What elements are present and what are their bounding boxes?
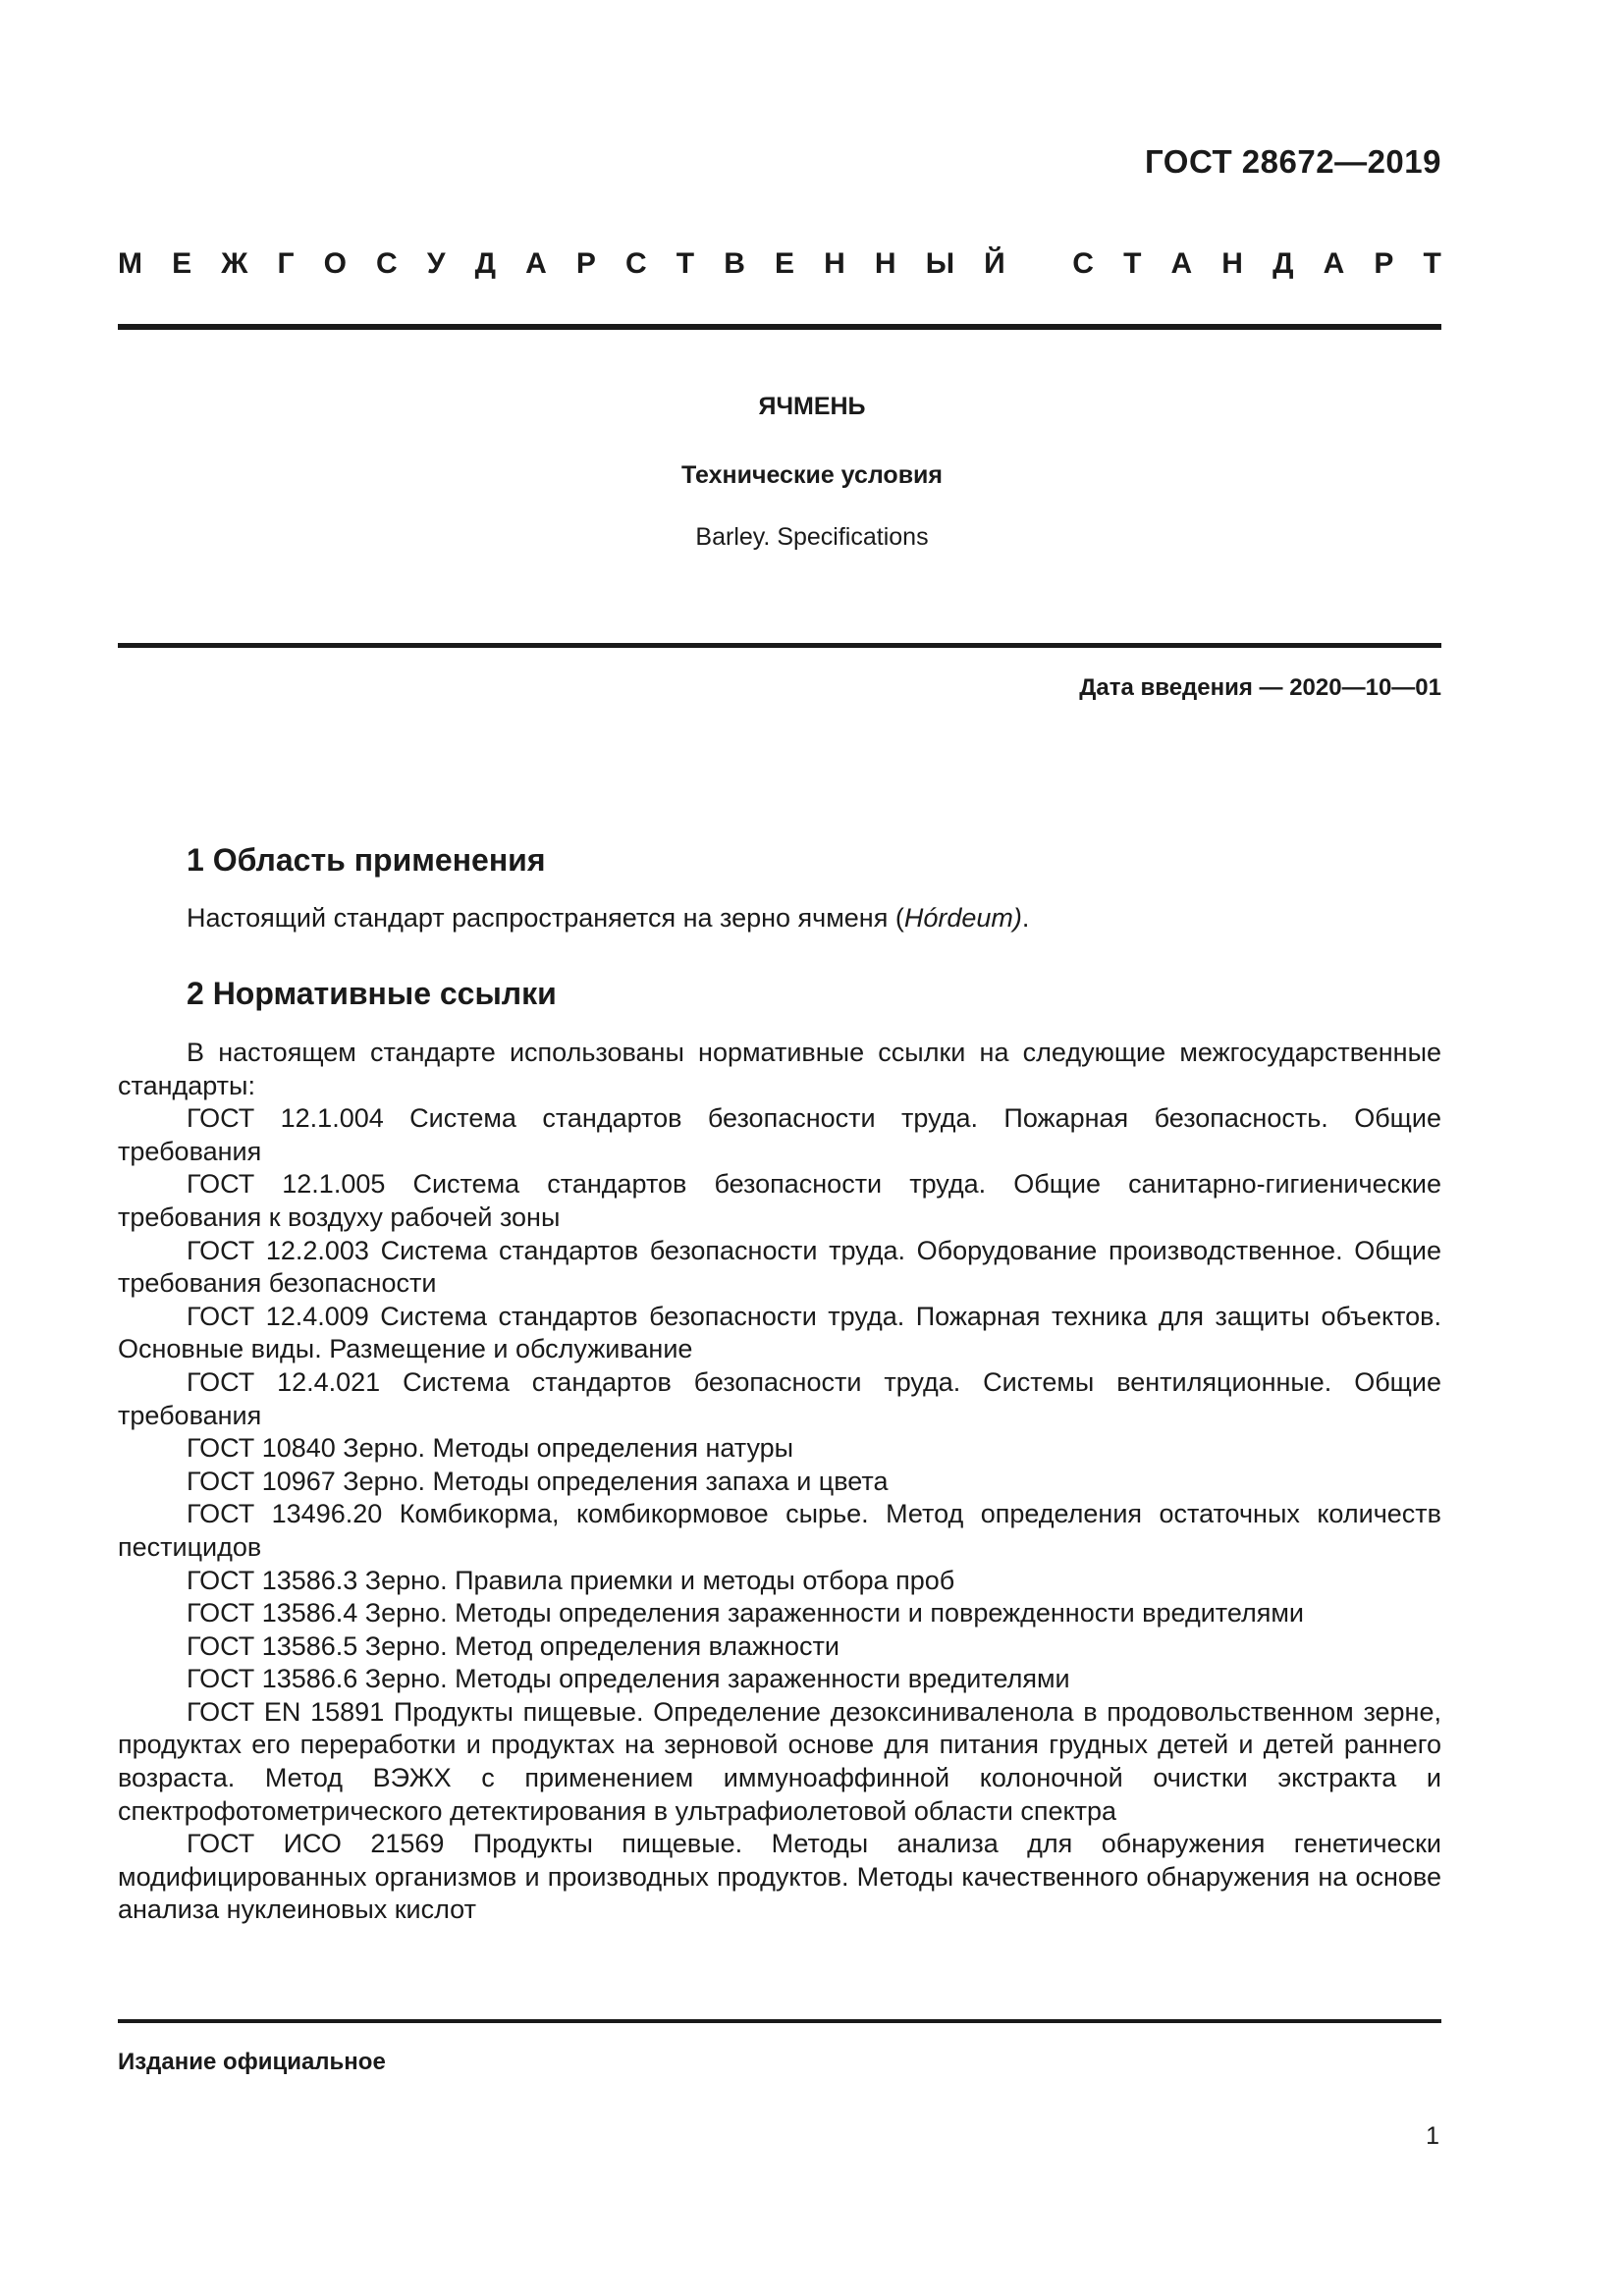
standard-type-letter: А (1170, 247, 1193, 280)
standard-type-letter: Р (575, 247, 596, 280)
scope-text-after: . (1021, 903, 1030, 933)
standard-type-letter: Д (474, 247, 496, 280)
standard-type-letter: Г (277, 247, 295, 280)
reference-item: ГОСТ 10840 Зерно. Методы определения натуры (187, 1433, 794, 1464)
standard-type-letter: У (426, 247, 446, 280)
reference-item: ГОСТ 12.4.021 Система стандартов безопасности труда. Системы вентиляционные. Общие требования (118, 1366, 1441, 1430)
standard-type-letter: Ы (925, 247, 955, 280)
standard-type-letter: Т (1123, 247, 1142, 280)
reference-item: ГОСТ 13586.5 Зерно. Метод определения влажности (187, 1630, 839, 1661)
standard-type-letter: Ж (221, 247, 248, 280)
reference-item: ГОСТ 12.2.003 Система стандартов безопасности труда. Оборудование производственное. Общие требования безопасности (118, 1235, 1441, 1299)
standard-type-letter: С (625, 247, 647, 280)
references-intro: В настоящем стандарте использованы нормативные ссылки на следующие межгосударственные стандарты: (118, 1038, 1441, 1100)
standard-type-letter: Е (775, 247, 795, 280)
reference-item: ГОСТ EN 15891 Продукты пищевые. Определение дезоксиниваленола в продовольственном зерне, продуктах его переработки и продуктах на зерновой основе для питания грудных детей и детей раннего возраста. Метод ВЭЖХ с применением иммуноаффинной колоночной очистки экстракта и спектрофотометрического детектирования в ультрафиолетовой области спектра (118, 1696, 1441, 1826)
document-title-english: Barley. Specifications (695, 523, 929, 551)
document-number: ГОСТ 28672—2019 (1145, 143, 1441, 180)
standard-type-letter: А (525, 247, 547, 280)
standard-type-letter: Н (874, 247, 896, 280)
standard-type-letter: Т (1423, 247, 1441, 280)
reference-item: ГОСТ 12.4.009 Система стандартов безопасности труда. Пожарная техника для защиты объектов. Основные виды. Размещение и обслуживание (118, 1301, 1441, 1364)
reference-item: ГОСТ 12.1.004 Система стандартов безопасности труда. Пожарная безопасность. Общие требования (118, 1103, 1441, 1166)
scope-paragraph (118, 902, 1441, 935)
header-divider (118, 324, 1441, 330)
standard-type-letter: С (1072, 247, 1094, 280)
standard-type-letter: Й (984, 247, 1005, 280)
standard-type-letter (1035, 247, 1043, 281)
document-subtitle: Технические условия (680, 461, 944, 489)
standard-type-heading (118, 247, 1441, 281)
standard-type-letter: Р (1374, 247, 1394, 280)
reference-item: ГОСТ 13586.3 Зерно. Правила приемки и методы отбора проб (187, 1565, 955, 1595)
section-heading-scope: 1 Область применения (187, 842, 546, 878)
title-divider (118, 643, 1441, 648)
document-title: ЯЧМЕНЬ (758, 393, 866, 420)
standard-type-letter: М (118, 247, 142, 280)
standard-type-letter: Д (1272, 247, 1294, 280)
reference-item: ГОСТ 10967 Зерно. Методы определения запаха и цвета (187, 1466, 889, 1496)
reference-item: ГОСТ 13586.4 Зерно. Методы определения зараженности и поврежденности вредителями (187, 1598, 1304, 1629)
introduction-date: Дата введения — 2020—10—01 (1079, 674, 1441, 701)
references-list (118, 1037, 1441, 1927)
reference-item: ГОСТ 13496.20 Комбикорма, комбикормовое сырье. Метод определения остаточных количеств пестицидов (118, 1499, 1441, 1562)
scope-latin-name: Hórdeum) (903, 903, 1022, 933)
standard-type-letter: Н (1221, 247, 1243, 280)
standard-type-letter: О (323, 247, 347, 280)
standard-type-letter: С (376, 247, 398, 280)
standard-type-letter: В (724, 247, 745, 280)
footer-divider (118, 2019, 1441, 2023)
reference-item: ГОСТ ИСО 21569 Продукты пищевые. Методы анализа для обнаружения генетически модифицированных организмов и производных продуктов. Методы качественного обнаружения на основе анализа нуклеиновых кислот (118, 1829, 1441, 1925)
standard-type-letter: А (1323, 247, 1345, 280)
standard-type-letter: Н (824, 247, 845, 280)
section-heading-references: 2 Нормативные ссылки (187, 976, 557, 1011)
page-number: 1 (1426, 2122, 1439, 2150)
reference-item: ГОСТ 13586.6 Зерно. Методы определения зараженности вредителями (187, 1664, 1070, 1694)
edition-label: Издание официальное (118, 2049, 386, 2075)
reference-item: ГОСТ 12.1.005 Система стандартов безопасности труда. Общие санитарно-гигиенические требования к воздуху рабочей зоны (118, 1169, 1441, 1232)
standard-type-letter: Т (676, 247, 695, 280)
scope-text-before: Настоящий стандарт распространяется на зерно ячменя ( (187, 903, 904, 933)
standard-type-letter: Е (172, 247, 192, 280)
